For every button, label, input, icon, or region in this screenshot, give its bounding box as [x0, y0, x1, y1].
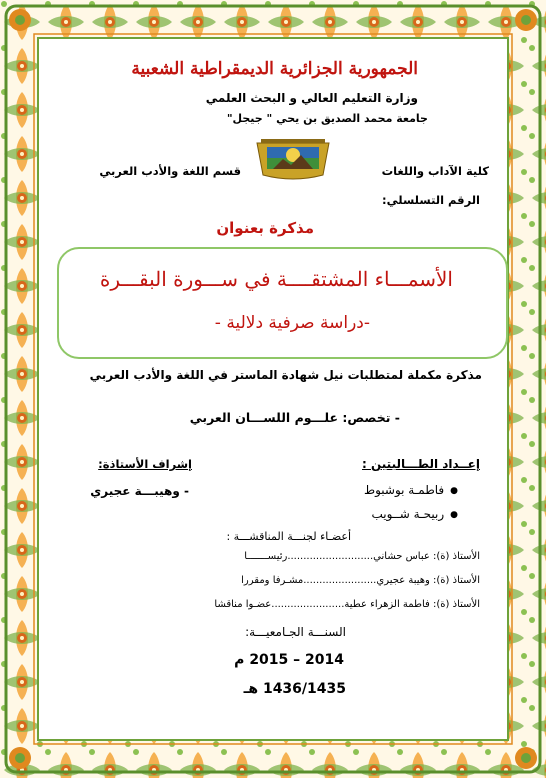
faculty-label: كلية الآداب واللغات — [381, 164, 489, 178]
ministry-line: وزارة التعليم العالي و البحث العلمي — [205, 91, 418, 105]
student-name: ● ربيحـة شــويب — [371, 507, 458, 521]
member-name: عباس حشاني — [373, 551, 430, 562]
purpose-line: مذكرة مكملة لمتطلبات نيل شهادة الماستر في اللغة والأدب العربي — [89, 368, 482, 382]
committee-member-row — [241, 575, 480, 586]
students-label: إعــداد الطـــالبتين : — [362, 457, 480, 471]
member-dots: ....................... — [271, 599, 345, 610]
committee-member-row — [214, 599, 480, 610]
university-line: جامعة محمد الصديق بن يحي " جيجل" — [226, 112, 428, 125]
member-prefix: الأستاذ (ة): — [433, 551, 480, 562]
member-name: فاطمة الزهراء عطية — [344, 599, 430, 610]
supervisor-label: إشراف الأستاذة: — [98, 457, 192, 471]
member-role: رئيســـــــا — [244, 551, 288, 562]
hijri-year: 1436/1435 هـ — [243, 681, 346, 697]
member-dots: ........................... — [287, 551, 374, 562]
member-dots: ....................... — [303, 575, 377, 586]
supervisor-name: - وهيبـــة عجيري — [90, 484, 189, 498]
committee-label: أعضـاء لجنـــة المناقشـــة : — [226, 530, 351, 543]
gregorian-year: 2014 – 2015 م — [234, 652, 344, 668]
member-role: عضـوا مناقشا — [214, 599, 272, 610]
serial-number-label: الرقم التسلسلي: — [382, 193, 480, 207]
university-logo-icon — [253, 135, 333, 183]
member-name: وهيبة عجيري — [376, 575, 430, 586]
memo-label: مذكرة بعنوان — [216, 219, 314, 237]
title-box — [57, 247, 508, 359]
member-role: مشـرفا ومقررا — [241, 575, 304, 586]
republic-heading: الجمهورية الجزائرية الديمقراطية الشعبية — [131, 59, 418, 79]
academic-year-label: السنـــة الجـامعيـــة: — [245, 625, 346, 639]
member-prefix: الأستاذ (ة): — [433, 599, 480, 610]
department-label: قسم اللغة والأدب العربي — [99, 164, 241, 178]
thesis-subtitle: -دراسة صرفية دلالية - — [214, 313, 370, 333]
specialty-line: - تخصص: علـــوم اللســـان العربي — [189, 410, 400, 425]
member-prefix: الأستاذ (ة): — [433, 575, 480, 586]
student-name: ● فاطمـة بوشبوط — [364, 483, 458, 497]
thesis-title: الأسمـــاء المشتقــــة في ســـورة البقـــرة — [99, 267, 453, 291]
committee-member-row — [244, 551, 480, 562]
